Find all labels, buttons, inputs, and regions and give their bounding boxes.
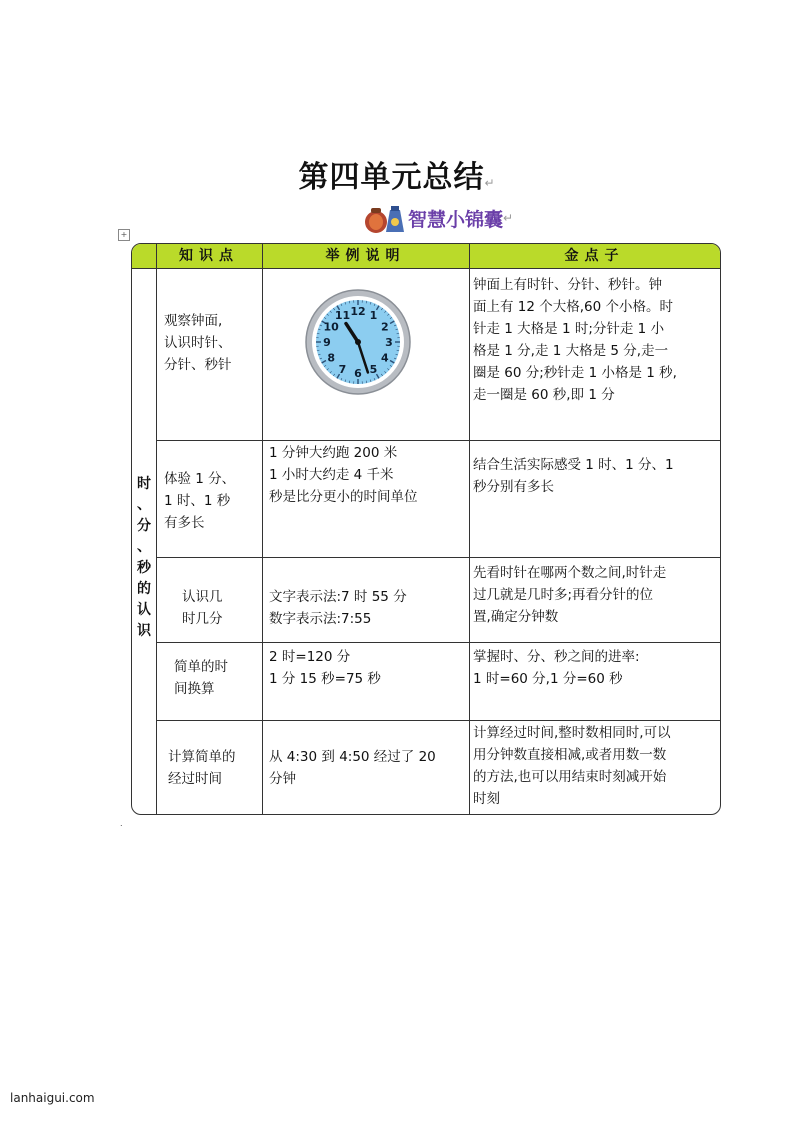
grid-line: [156, 557, 720, 558]
row3-example: 文字表示法:7 时 55 分 数字表示法:7:55: [269, 589, 407, 627]
clock-number: 10: [323, 320, 339, 334]
header-knowledge: 知识点: [179, 248, 239, 264]
clock-number: 1: [369, 309, 378, 323]
page-mark: .: [120, 819, 123, 828]
clock-number: 12: [350, 305, 366, 318]
row3-tip: 先看时针在哪两个数之间,时针走 过几就是几时多;再看分针的位 置,确定分钟数: [473, 565, 667, 625]
row1-topic: 观察钟面, 认识时针、 分针、秒针: [164, 313, 232, 373]
clock-number: 6: [354, 367, 362, 380]
grid-line: [469, 244, 470, 814]
row2-tip: 结合生活实际感受 1 时、1 分、1 秒分别有多长: [473, 457, 674, 495]
grid-line: [156, 642, 720, 643]
summary-table: [131, 243, 721, 815]
row5-example: 从 4:30 到 4:50 经过了 20 分钟: [269, 749, 436, 787]
grid-line: [156, 244, 157, 814]
footer-watermark: lanhaigui.com: [10, 1091, 95, 1105]
header-example: 举例说明: [325, 248, 406, 264]
row5-topic: 计算简单的 经过时间: [168, 749, 236, 787]
subtitle-text: 智慧小锦囊: [408, 208, 504, 231]
grid-line: [262, 244, 263, 814]
clock-number: 11: [334, 309, 351, 323]
row1-tip: 钟面上有时针、分针、秒针。钟 面上有 12 个大格,60 个小格。时 针走 1 大格是 1 时;分针走 1 小 格是 1 分,走 1 大格是 5 分,走一 圈是 60 分;秒针走 1 小格是 1 秒, 走一圈是 60 秒,即 1 分: [473, 277, 677, 403]
clock-number: 4: [381, 351, 389, 365]
clock-number: 5: [369, 362, 378, 376]
category-label: 时 、 分 、 秒 的 认 识: [137, 476, 151, 639]
row2-example: 1 分钟大约跑 200 米 1 小时大约走 4 千米 秒是比分更小的时间单位: [269, 445, 418, 505]
clock-number: 7: [338, 362, 347, 376]
row4-topic: 简单的时 间换算: [174, 659, 228, 697]
row5-tip: 计算经过时间,整时数相同时,可以 用分钟数直接相减,或者用数一数 的方法,也可以用结束时刻减开始 时刻: [473, 725, 671, 807]
table-header: [132, 244, 720, 269]
clock-face-image: [304, 288, 412, 396]
row4-example: 2 时=120 分 1 分 15 秒=75 秒: [269, 649, 381, 687]
clock-number: 9: [323, 336, 331, 349]
page-title: 第四单元总结↵: [298, 160, 496, 195]
row3-topic: 认识几 时几分: [182, 589, 223, 627]
subtitle-banner: [362, 200, 513, 236]
row4-tip: 掌握时、分、秒之间的进率: 1 时=60 分,1 分=60 秒: [473, 649, 640, 687]
clock-number: 8: [327, 351, 335, 365]
grid-line: [156, 440, 720, 441]
clock-number: 2: [381, 320, 389, 334]
header-tips: 金点子: [564, 248, 625, 264]
clock-number: 3: [385, 336, 393, 349]
paragraph-mark: ↵: [484, 176, 496, 190]
table-move-handle-icon[interactable]: +: [118, 229, 130, 241]
row2-topic: 体验 1 分、 1 时、1 秒 有多长: [164, 471, 236, 531]
grid-line: [156, 720, 720, 721]
paragraph-mark: ↵: [503, 211, 514, 225]
money-bag-icon: [362, 200, 406, 236]
